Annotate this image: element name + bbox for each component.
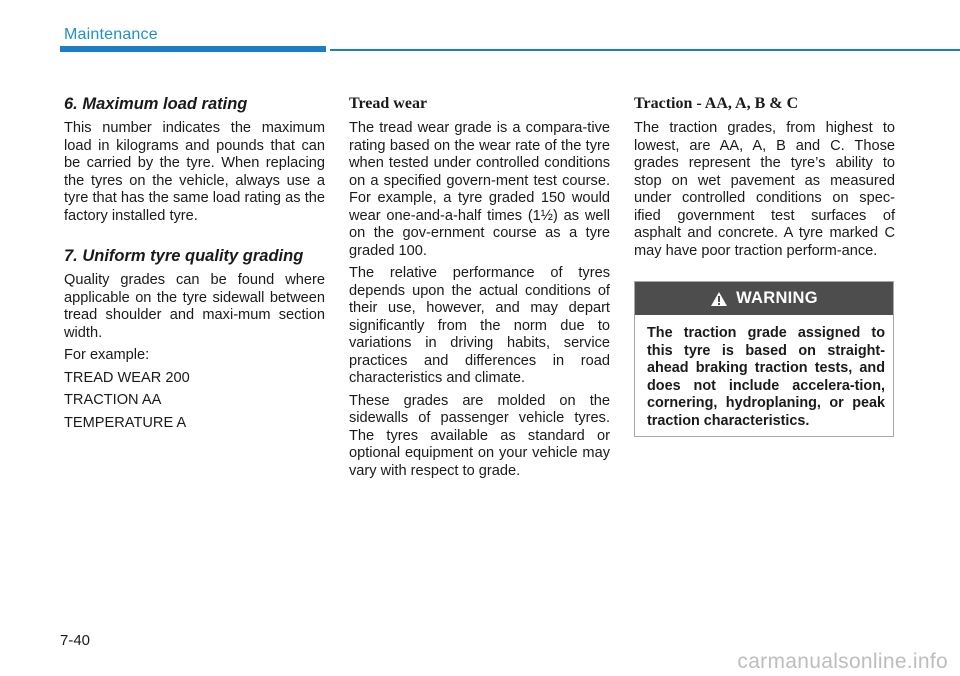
para-quality-grading: Quality grades can be found where applicable on the tyre sidewall between tread shoulder and maxi-mum section width. xyxy=(64,272,325,341)
header-rule-thin xyxy=(330,49,960,51)
section-title: Maintenance xyxy=(64,26,158,43)
column-1 xyxy=(64,92,325,437)
warning-triangle-icon xyxy=(710,291,728,307)
header-rule-thick xyxy=(60,46,326,52)
column-2 xyxy=(349,92,610,485)
page-number: 7-40 xyxy=(60,632,91,649)
para-max-load: This number indicates the maximum load in kilograms and pounds that can be carried by the tyre. When replacing the tyres on the vehicle, always use a tyre that has the same load rating as the factory installed tyre. xyxy=(64,120,325,224)
para-traction: TRACTION AA xyxy=(64,392,162,408)
para-for-example: For example: xyxy=(64,347,150,363)
para-tread-wear-2: The relative performance of tyres depends upon the actual conditions of their use, however, and may depart significantly from the norm due to variations in driving habits, service practices and differences in road characteristics and climate. xyxy=(349,265,610,386)
warning-text: The traction grade assigned to this tyre is based on straight-ahead braking traction tests, and does not include accelera-tion, cornering, hydroplaning, or peak traction characteristics. xyxy=(647,325,885,429)
warning-title: WARNING xyxy=(736,289,818,307)
warning-box xyxy=(634,281,894,437)
heading-quality-grading: 7. Uniform tyre quality grading xyxy=(64,247,304,265)
heading-max-load: 6. Maximum load rating xyxy=(64,95,248,113)
para-traction-grades: The traction grades, from highest to lowest, are AA, A, B and C. Those grades represent the tyre’s ability to stop on wet pavement as measured under controlled conditions on spec-ified government test surfaces of asphalt and concrete. A tyre marked C may have poor traction perform-ance. xyxy=(634,120,895,259)
watermark: carmanualsonline.info xyxy=(737,650,948,673)
heading-traction: Traction - AA, A, B & C xyxy=(634,95,799,112)
para-treadwear: TREAD WEAR 200 xyxy=(64,369,190,386)
warning-header xyxy=(635,282,893,315)
heading-tread-wear: Tread wear xyxy=(349,95,428,112)
column-3 xyxy=(634,92,895,265)
para-temperature: TEMPERATURE A xyxy=(64,414,187,431)
para-tread-wear-3: These grades are molded on the sidewalls of passenger vehicle tyres. The tyres available as standard or optional equipment on your vehicle may vary with respect to grade. xyxy=(349,392,610,479)
para-tread-wear-1: The tread wear grade is a compara-tive rating based on the wear rate of the tyre when tested under controlled conditions on a specified govern-ment test course. For example, a tyre graded 150 would wear one-and-a-half times (1½) as well on the gov-ernment course as a tyre graded 100. xyxy=(349,120,610,259)
